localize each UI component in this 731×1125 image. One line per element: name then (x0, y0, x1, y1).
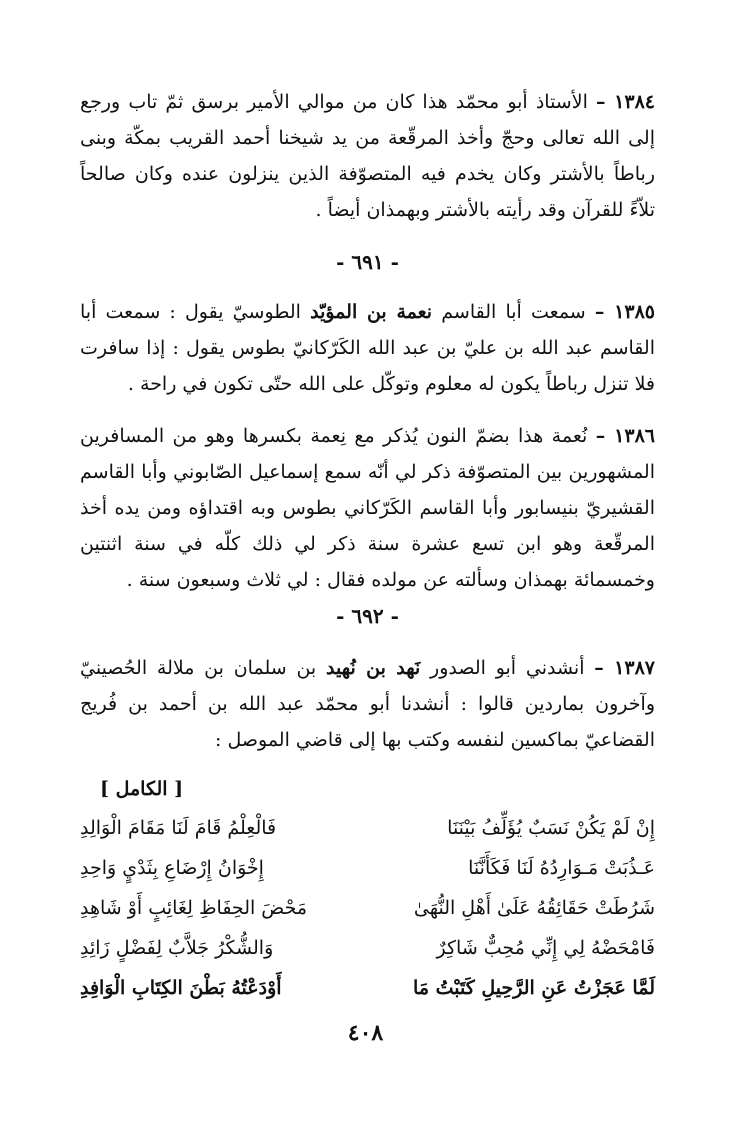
section-separator-692: - ٦٩٢ - (336, 604, 399, 628)
poem-verse (80, 888, 655, 928)
entry-text-after: الطوسيّ يقول : سمعت أبا القاسم عبد الله بن عليّ بن عبد الله الكَرّكانيّ بطوس يقول : إذا سافرت فلا تنزل رباطاً يكون له معلوم وتوكّل على الله حتّى تكون في راحة . (80, 301, 655, 395)
page-number: ٤٠٨ (347, 1020, 384, 1046)
section-separator-691: - ٦٩١ - (336, 250, 399, 274)
entry-number: ١٣٨٧ – (594, 657, 655, 679)
verse-first-hemistich: إِنْ لَمْ يَكُنْ نَسَبٌ يُؤَلِّفُ بَيْنَنَا (447, 817, 655, 839)
entry-text: الأستاذ أبو محمّد هذا كان من موالي الأمير برسق ثمّ تاب ورجع إلى الله تعالى وحجّ وأخذ المرقّعة من يد شيخنا أحمد القريب بمكّة وبنى رباطاً بالأشتر وكان يخدم فيه المتصوّفة الذين ينزلون عنده وكان صالحاً تلاّءً للقرآن وقد رأيته بالأشتر وبهمذان أيضاً . (80, 91, 655, 221)
verse-first-hemistich: لَمَّا عَجَزْتُ عَنِ الرَّحِيلِ كَتَبْتُ مَا (413, 977, 655, 999)
entry-1387 (80, 650, 655, 758)
entry-1384 (80, 84, 655, 228)
person-name: نَهد بن نُهيد (326, 657, 421, 679)
person-name: نعمة بن المؤيّد (310, 301, 433, 323)
verse-second-hemistich: أَوْدَعْتُهُ بَطْنَ الكِتَابِ الْوَافِدِ (80, 977, 282, 999)
entry-1386 (80, 418, 655, 598)
entry-text: نُعمة هذا بضمّ النون يُذكر مع نِعمة بكسرها وهو من المسافرين المشهورين بين المتصوّفة ذكر لي أنّه سمع إسماعيل الصّابوني وأبا القاسم القشيريّ بنيسابور وأبا القاسم الكَرّكاني بطوس وبه اقتداؤه ومن يده أخذ المرقّعة وهو ابن تسع عشرة سنة ذكر لي ذلك كلّه في سنة اثنتين وخمسمائة بهمذان وسألته عن مولده فقال : لي ثلاث وسبعون سنة . (80, 425, 655, 591)
entry-1385 (80, 294, 655, 402)
entry-text-after: بن سلمان بن ملالة الحُصينيّ وآخرون بماردين قالوا : أنشدنا أبو محمّد عبد الله بن أحمد بن فُريج القضاعيّ بماكسين لنفسه وكتب بها إلى قاضي الموصل : (80, 657, 655, 751)
entry-number: ١٣٨٥ – (594, 301, 655, 323)
poem-verse (80, 928, 655, 968)
verse-first-hemistich: شَرُطَتْ حَقَائِقُهُ عَلَىٰ أَهْلِ النُّهَىٰ (413, 897, 655, 919)
poem-verse (80, 808, 655, 848)
verse-second-hemistich: إِخْوَانُ إِرْضَاعِ بِثَدْيٍ وَاحِدِ (80, 857, 264, 879)
entry-text-before: سمعت أبا القاسم (441, 301, 586, 323)
poem (80, 808, 655, 1008)
poem-verse (80, 968, 655, 1008)
verse-first-hemistich: فَامْحَضْهُ لِي إِنِّي مُحِبٌّ شَاكِرٌ (436, 937, 655, 959)
verse-first-hemistich: عَـذُبَتْ مَـوَارِدُهُ لَنَا فَكَأَنَّنَا (468, 857, 655, 879)
entry-text-before: أنشدني أبو الصدور (430, 657, 585, 679)
verse-second-hemistich: وَالشُّكْرُ جَلاَّبٌ لِفَضْلٍ زَائِدِ (80, 937, 274, 959)
verse-second-hemistich: مَحْضَ الحِفَاظِ لِغَائِبٍ أَوْ شَاهِدِ (80, 897, 308, 919)
entry-number: ١٣٨٤ – (595, 91, 655, 113)
poem-meter-label: [ الكامل ] (100, 778, 184, 800)
poem-verse (80, 848, 655, 888)
entry-number: ١٣٨٦ – (595, 425, 655, 447)
verse-second-hemistich: فَالْعِلْمُ قَامَ لَنَا مَقَامَ الْوَالِدِ (80, 817, 277, 839)
